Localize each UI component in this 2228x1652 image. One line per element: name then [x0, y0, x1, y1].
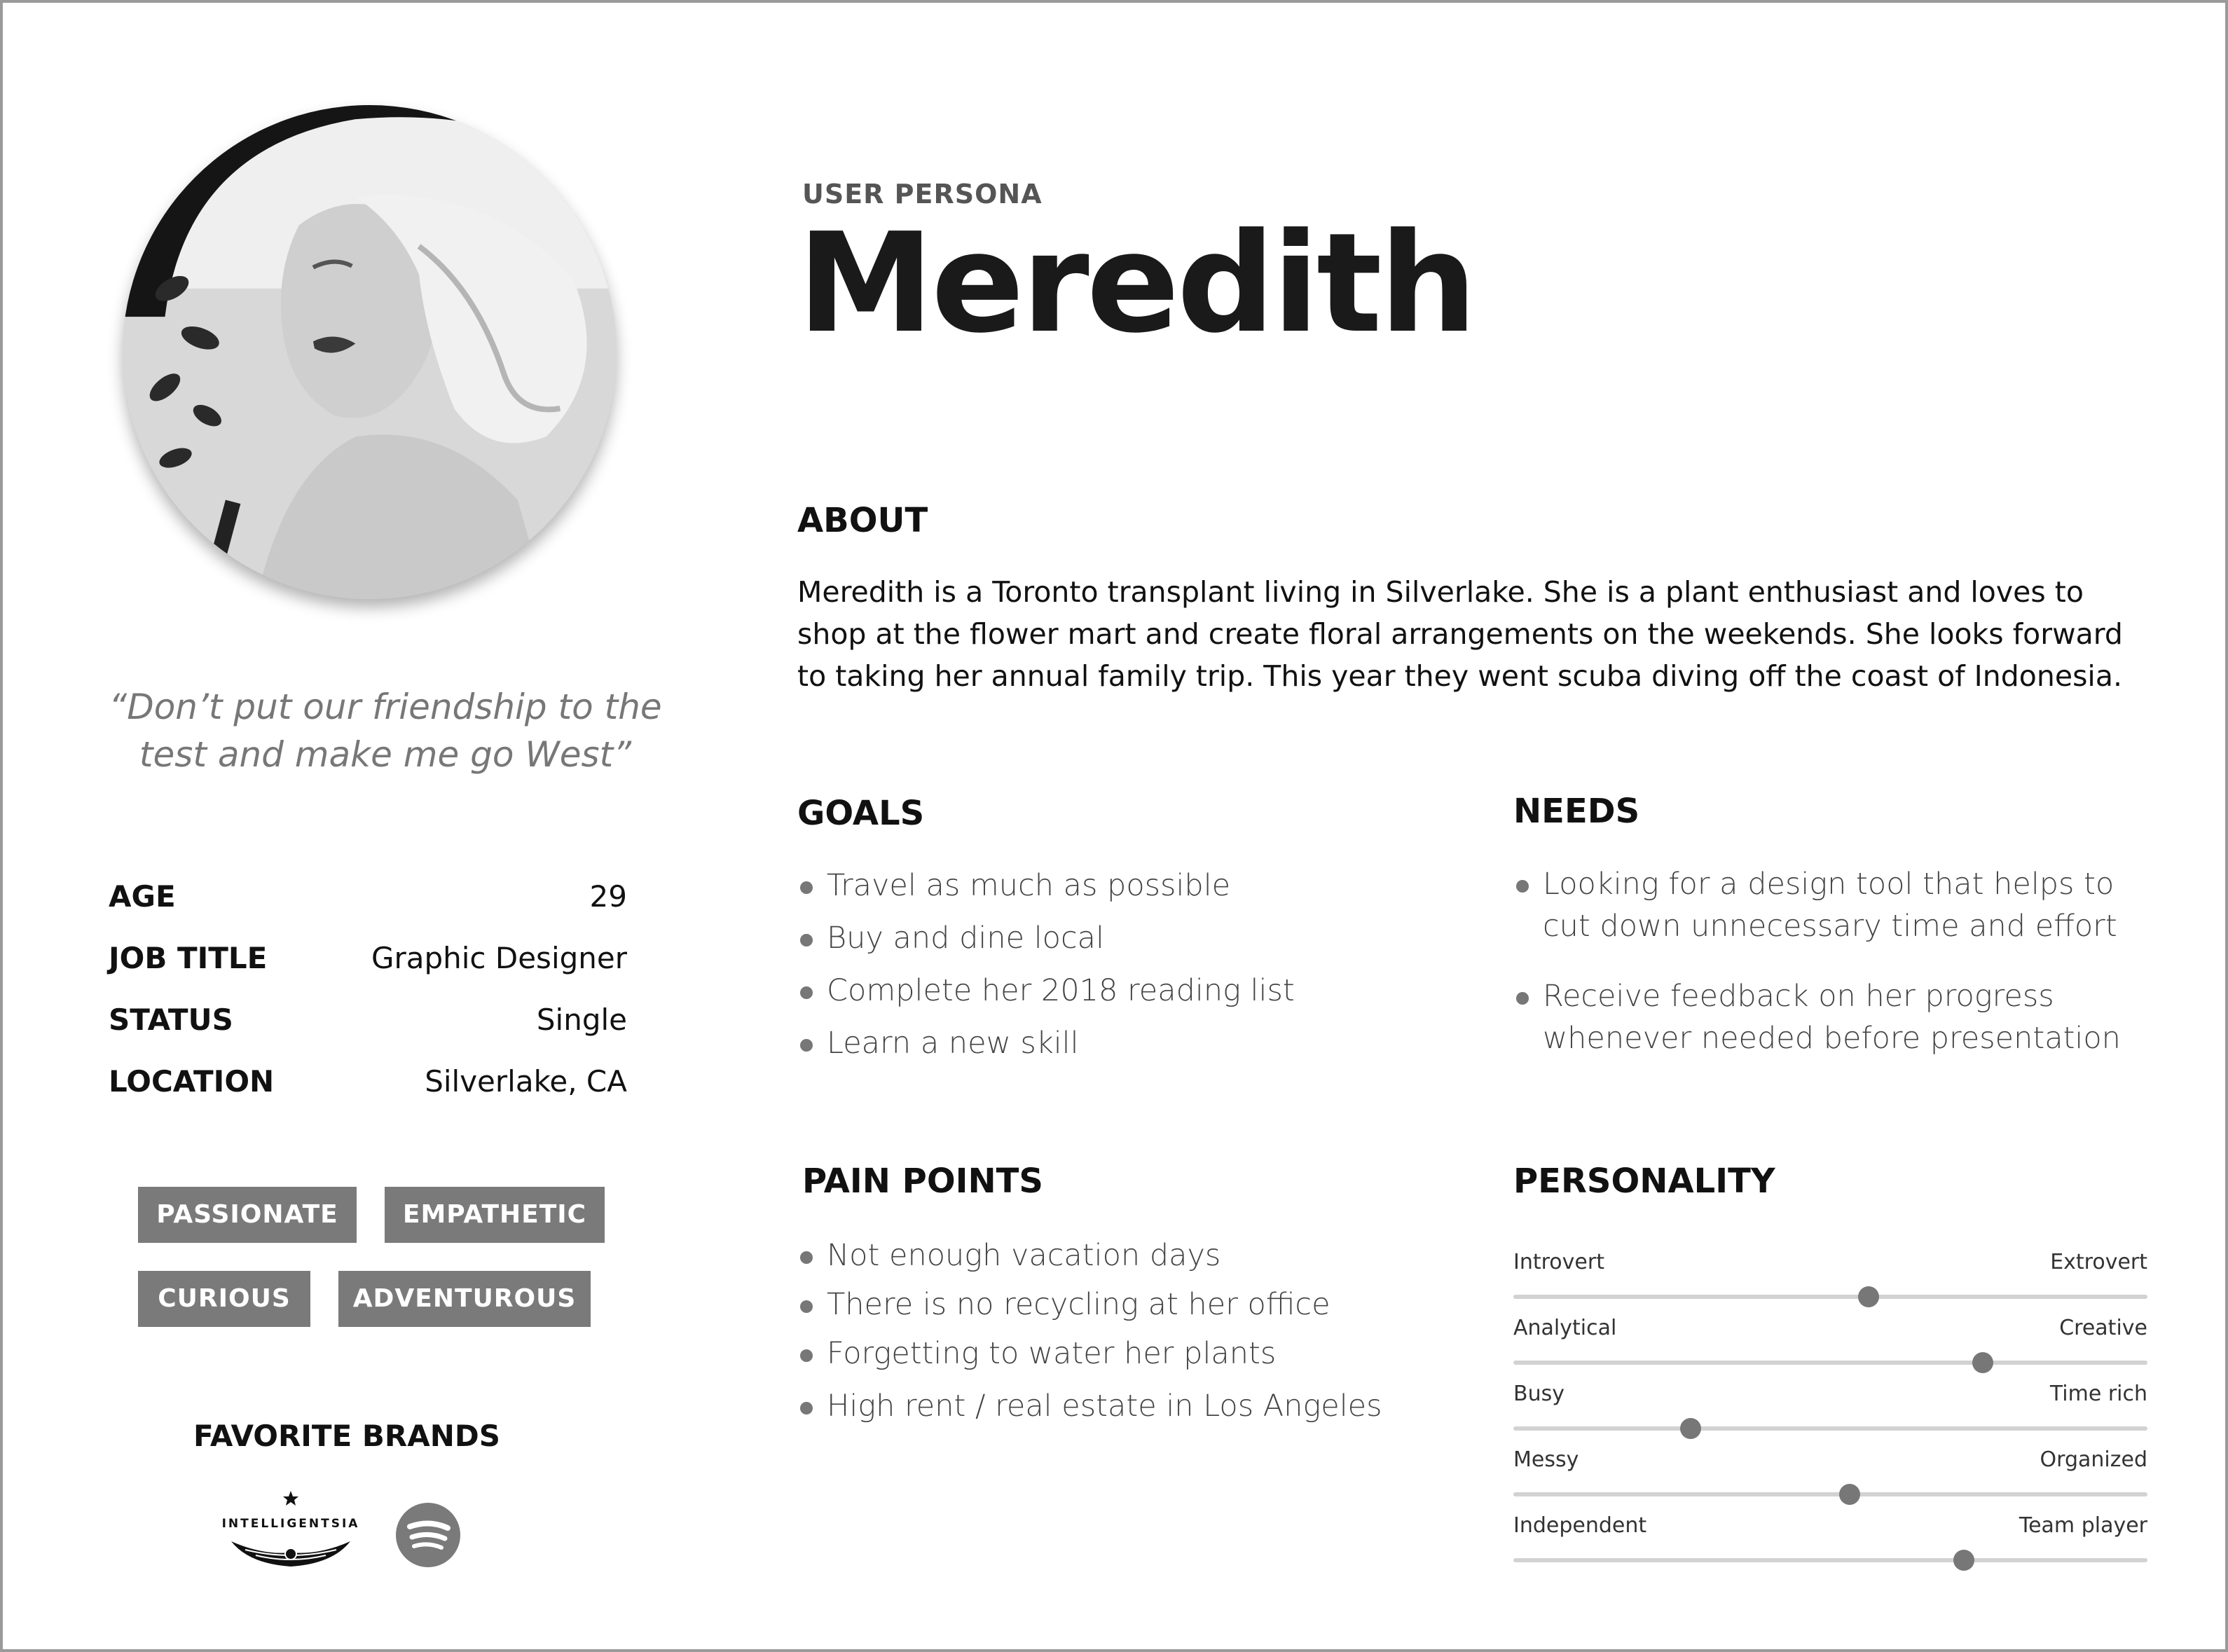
scale-marker: [1953, 1550, 1974, 1571]
pain-points-list: [797, 1234, 1442, 1427]
favorite-brands-title: FAVORITE BRANDS: [193, 1419, 501, 1453]
fact-label: STATUS: [109, 1002, 233, 1037]
about-text: Meredith is a Toronto transplant living in Silverlake. She is a plant enthusiast and loves to shop at the flower mart and create floral arrangements on the weekends. She looks forward to taking her annual family trip. This year they went scuba diving off the coast of Indonesia.: [797, 575, 2123, 693]
scale-marker: [1839, 1484, 1860, 1505]
list-item: There is no recycling at her office: [797, 1283, 1442, 1326]
fact-value: Graphic Designer: [371, 940, 627, 975]
persona-kicker: USER PERSONA: [802, 179, 1043, 209]
scale-label-left: Messy: [1513, 1447, 1579, 1472]
list-item: Receive feedback on her progress whenever needed before presentation: [1513, 975, 2144, 1059]
scale-label-right: Extrovert: [2050, 1250, 2147, 1274]
scale-marker: [1972, 1352, 1993, 1373]
scale-marker: [1680, 1418, 1701, 1439]
personality-title: PERSONALITY: [1513, 1162, 1775, 1201]
fact-row-age: [109, 865, 627, 927]
fact-label: JOB TITLE: [109, 940, 268, 975]
needs-list: [1513, 863, 2144, 1059]
scale-track: [1513, 1492, 2147, 1496]
fact-value: Single: [536, 1002, 627, 1037]
trait-tag-adventurous: ADVENTUROUS: [338, 1271, 591, 1327]
profile-photo: [123, 105, 617, 599]
scale-label-left: Independent: [1513, 1513, 1647, 1538]
about-title: ABOUT: [797, 501, 928, 540]
spotify-logo-icon: [396, 1503, 460, 1567]
trait-tag-curious: CURIOUS: [138, 1271, 310, 1327]
personality-scale-messy-organized: [1513, 1447, 2147, 1513]
list-item: Travel as much as possible: [797, 865, 1428, 907]
scale-label-left: Busy: [1513, 1382, 1565, 1406]
scale-track: [1513, 1426, 2147, 1431]
scale-label-left: Introvert: [1513, 1250, 1604, 1274]
facts-table: [109, 865, 627, 1112]
goals-list: [797, 865, 1428, 1064]
needs-title: NEEDS: [1513, 792, 1640, 831]
scale-label-left: Analytical: [1513, 1316, 1617, 1340]
fact-row-status: [109, 989, 627, 1050]
personality-scale-analytical-creative: [1513, 1316, 2147, 1382]
fact-row-job-title: [109, 927, 627, 989]
fact-label: LOCATION: [109, 1064, 275, 1099]
list-item: Forgetting to water her plants: [797, 1333, 1442, 1375]
scale-label-right: Time rich: [2049, 1382, 2147, 1406]
list-item: Not enough vacation days: [797, 1234, 1442, 1276]
list-item: High rent / real estate in Los Angeles: [797, 1385, 1442, 1427]
list-item: Complete her 2018 reading list: [797, 970, 1428, 1012]
list-item: Learn a new skill: [797, 1022, 1428, 1064]
trait-tag-empathetic: EMPATHETIC: [385, 1187, 605, 1243]
intelligentsia-logo-icon: [214, 1485, 368, 1576]
fact-value: Silverlake, CA: [425, 1064, 627, 1099]
persona-name: Meredith: [797, 204, 1475, 364]
intelligentsia-wordmark: INTELLIGENTSIA: [221, 1517, 360, 1531]
personality-scale-independent-team-player: [1513, 1513, 2147, 1579]
pain-points-title: PAIN POINTS: [802, 1162, 1043, 1201]
scale-label-right: Organized: [2040, 1447, 2147, 1472]
list-item: Looking for a design tool that helps to cut down unnecessary time and effort: [1513, 863, 2144, 947]
fact-row-location: [109, 1050, 627, 1112]
scale-marker: [1858, 1286, 1879, 1307]
scale-label-right: Creative: [2059, 1316, 2147, 1340]
scale-track: [1513, 1558, 2147, 1562]
scale-track: [1513, 1295, 2147, 1299]
list-item: Buy and dine local: [797, 917, 1428, 959]
persona-quote: “Don’t put our friendship to the test and make me go West”: [109, 687, 662, 775]
personality-scale-introvert-extrovert: [1513, 1250, 2147, 1316]
trait-tag-passionate: PASSIONATE: [138, 1187, 357, 1243]
scale-label-right: Team player: [2019, 1513, 2147, 1538]
personality-scale-busy-time-rich: [1513, 1382, 2147, 1447]
fact-value: 29: [589, 879, 627, 914]
fact-label: AGE: [109, 879, 176, 914]
portrait-illustration: [123, 105, 617, 599]
goals-title: GOALS: [797, 794, 925, 833]
scale-track: [1513, 1361, 2147, 1365]
